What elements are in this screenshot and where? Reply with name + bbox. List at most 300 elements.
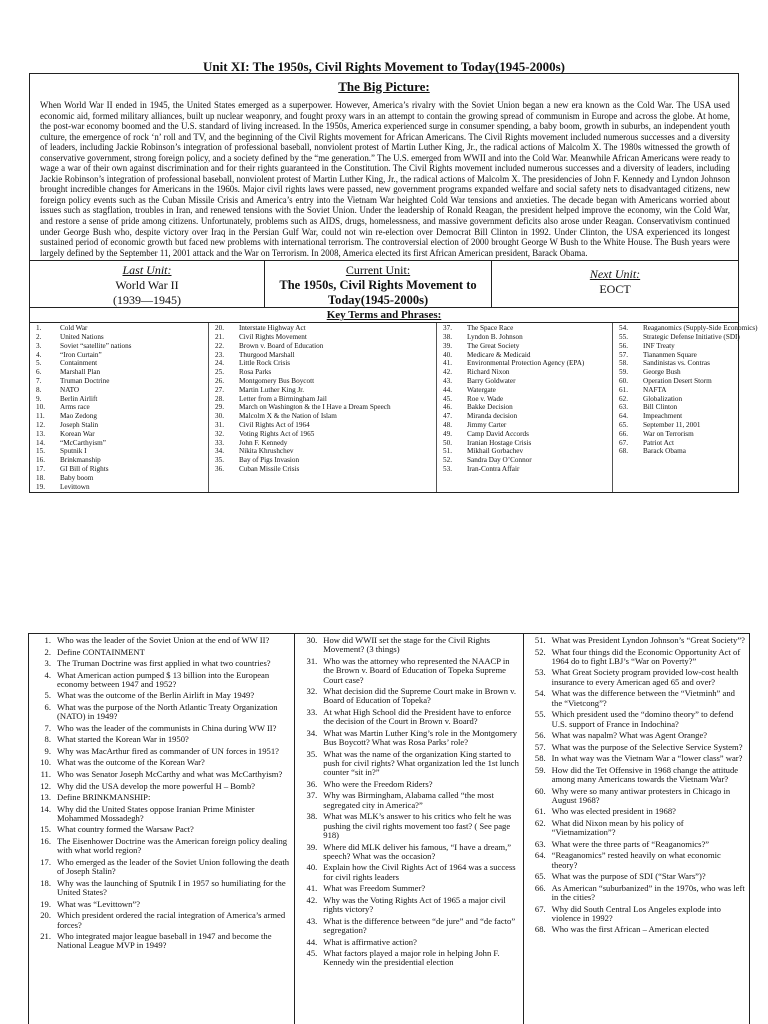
big-picture-text: When World War II ended in 1945, the United States emerged as a superpower. However, America’s rivalry with the Soviet Union began a new era known as the Cold War. The USA used economic aid, formed military alliances, built up nuclear weaponry, and fought proxy wars in an attempt to contain the growing spread of communism in Europe and across the globe. At home, the post-war economy boomed and the U.S. standard of living increased. In the 1950s, America experienced surge in consumer spending, a baby boom, growth in suburbs, an independent youth culture, the emergence of rock ‘n’ roll and TV, and the beginning of the Civil Rights movement for African Americans. The Civil Rights movement included numerous successes and a diversity of leaders, including Jackie Robinson’s integration of professional baseball, nonviolent protest of Martin Luther King, Jr., the radical actions of Malcolm X. The 1980s witnessed the growth of conservative government, strong foreign policy, and a society defined by the “me generation.” The U.S. emerged from WWII and into the Cold War. Meanwhile African Americans were ready to wage a war of their own against discrimination and for their rights guaranteed in the Constitution. The Civil Rights movement included numerous successes and a diversity of leaders, including Jackie Robinson’s integration of professional baseball, nonviolent protest of Martin Luther King, Jr., the radical actions of Malcolm X. The presidencies of John F. Kennedy and Lyndon Johnson brought incredible changes for Americans in the 1960s. Major civil rights laws were passed, new government programs expanded welfare and social safety nets to disadvantaged citizens, new foreign policy events such as the Cuban Missile Crisis and America’s entry into the Vietnam War heighted Cold War tensions and anxieties. The decade began with Americans worried about issues such as stagflation, troubles in Iran, and renewed tensions with the Soviet Union. Under the leadership of Ronald Reagan, the president helped improve the economy, win the Cold War, and restore a sense of pride among citizens. Unfortunately, problems such as AIDS, drugs, homelessness, and massive government deficits also arose under Reagan. Conservativism continued under George Bush who, despite victory over Iraq in the Persian Gulf War, could not win re-election over Democrat Bill Clinton in 1992. Under Clinton, the USA experienced its longest sustained period of economic growth but faced new problems with international terrorism. The controversial election of 2000 brought George W Bush to the White House. The Bush years were largely defined by the September 11, 2001 attack and the War on Terrorism. In 2008, America elected its first African American president, Barack Obama. bbox=[40, 100, 730, 258]
key-term-number: 10. bbox=[36, 403, 45, 412]
key-term-text: Arms race bbox=[60, 403, 90, 412]
question-number: 55. bbox=[534, 709, 546, 720]
key-term-text: Bay of Pigs Invasion bbox=[239, 456, 300, 465]
key-terms-column bbox=[208, 323, 436, 492]
key-term-number: 27. bbox=[215, 385, 224, 394]
questions-column bbox=[294, 634, 522, 1024]
question-item bbox=[528, 819, 746, 838]
key-term-text: Jimmy Carter bbox=[467, 420, 507, 429]
question-text: Who was the leader of the Soviet Union at the end of WW II? bbox=[57, 635, 270, 645]
question-item bbox=[33, 703, 291, 722]
question-number: 31. bbox=[306, 655, 318, 666]
key-term-number: 5. bbox=[36, 359, 42, 368]
question-text: What was the difference between the “Vietminh” and the “Vietcong”? bbox=[551, 688, 735, 708]
question-number: 4. bbox=[44, 669, 51, 680]
key-term-text: NATO bbox=[60, 385, 80, 394]
question-number: 18. bbox=[40, 877, 51, 888]
key-term-item bbox=[215, 386, 433, 395]
key-term-item bbox=[215, 324, 433, 333]
question-text: What was the outcome of the Korean War? bbox=[57, 757, 205, 768]
key-term-item bbox=[215, 333, 433, 342]
key-term-item bbox=[36, 430, 205, 439]
question-number: 33. bbox=[306, 706, 318, 717]
big-picture-title: The Big Picture: bbox=[338, 79, 430, 94]
question-item bbox=[299, 780, 519, 789]
key-term-number: 36. bbox=[215, 464, 224, 473]
key-term-item bbox=[36, 342, 205, 351]
key-term-number: 13. bbox=[36, 429, 45, 438]
question-number: 62. bbox=[534, 817, 546, 828]
question-number: 35. bbox=[306, 748, 318, 759]
question-text: In what way was the Vietnam War a “lower class” war? bbox=[551, 753, 743, 764]
question-item bbox=[299, 791, 519, 810]
key-term-number: 6. bbox=[36, 368, 42, 377]
key-term-text: September 11, 2001 bbox=[643, 420, 701, 429]
key-term-item bbox=[443, 430, 609, 439]
question-text: Who was the attorney who represented the NAACP in the Brown v. Board of Education of Topeka Supreme Court case? bbox=[323, 655, 510, 685]
question-number: 68. bbox=[534, 924, 546, 935]
key-term-text: Voting Rights Act of 1965 bbox=[239, 429, 315, 438]
question-text: “Reaganomics” rested heavily on what economic theory? bbox=[551, 850, 721, 870]
question-text: What did Nixon mean by his policy of “Vietnamization”? bbox=[551, 817, 684, 838]
question-number: 52. bbox=[534, 646, 546, 657]
key-term-item bbox=[36, 403, 205, 412]
key-term-text: Truman Doctrine bbox=[60, 376, 110, 385]
key-term-number: 50. bbox=[443, 438, 452, 447]
questions-table bbox=[28, 633, 750, 1024]
question-item bbox=[528, 710, 746, 729]
key-term-text: Globalization bbox=[643, 394, 683, 403]
key-term-text: War on Terrorism bbox=[643, 429, 694, 438]
question-text: What factors played a major role in helping John F. Kennedy win the presidential election bbox=[323, 948, 500, 968]
key-term-item bbox=[619, 377, 735, 386]
question-number: 9. bbox=[44, 745, 51, 756]
key-term-text: Civil Rights Movement bbox=[239, 333, 307, 341]
key-term-text: Marshall Plan bbox=[60, 368, 101, 377]
question-text: Which president ordered the racial integration of America’s armed forces? bbox=[57, 910, 286, 930]
key-term-item bbox=[215, 403, 433, 412]
key-term-text: Montgomery Bus Boycott bbox=[239, 376, 315, 385]
key-term-item bbox=[619, 412, 735, 421]
key-term-text: Barack Obama bbox=[643, 447, 686, 456]
question-text: What is the difference between “de jure” and “de facto” segregation? bbox=[323, 915, 516, 936]
key-term-number: 43. bbox=[443, 376, 452, 385]
question-item bbox=[528, 636, 746, 645]
key-term-number: 18. bbox=[36, 473, 45, 482]
key-term-number: 26. bbox=[215, 376, 224, 385]
question-number: 8. bbox=[44, 734, 51, 745]
question-item bbox=[528, 668, 746, 687]
question-item bbox=[299, 708, 519, 727]
key-term-text: Iranian Hostage Crisis bbox=[467, 438, 532, 447]
key-term-text: Mao Zedong bbox=[60, 412, 97, 421]
key-term-number: 42. bbox=[443, 368, 452, 377]
key-term-number: 37. bbox=[443, 324, 452, 333]
question-item bbox=[299, 636, 519, 655]
key-term-number: 33. bbox=[215, 438, 224, 447]
key-term-item bbox=[443, 324, 609, 333]
key-term-text: Brinkmanship bbox=[60, 456, 101, 465]
key-term-number: 19. bbox=[36, 482, 45, 491]
question-item bbox=[528, 884, 746, 903]
question-item bbox=[299, 843, 519, 862]
question-number: 43. bbox=[306, 915, 318, 926]
question-item bbox=[528, 905, 746, 924]
question-text: Define BRINKMANSHIP: bbox=[57, 792, 151, 803]
key-term-number: 16. bbox=[36, 456, 45, 465]
key-term-text: Containment bbox=[60, 359, 98, 368]
question-text: Who was Senator Joseph McCarthy and what was McCarthyism? bbox=[57, 769, 283, 779]
key-term-item bbox=[619, 368, 735, 377]
key-term-item bbox=[36, 465, 205, 474]
question-number: 57. bbox=[534, 741, 546, 752]
question-number: 6. bbox=[44, 702, 51, 712]
key-term-item bbox=[443, 447, 609, 456]
question-text: What decision did the Supreme Court make in Brown v. Board of Education of Topeka? bbox=[323, 686, 517, 706]
question-text: What was the purpose of the North Atlantic Treaty Organization (NATO) in 1949? bbox=[57, 702, 278, 722]
key-term-item bbox=[443, 465, 609, 474]
key-term-text: Roe v. Wade bbox=[467, 394, 504, 403]
key-term-number: 30. bbox=[215, 412, 224, 421]
question-number: 40. bbox=[306, 862, 318, 873]
key-term-number: 64. bbox=[619, 412, 628, 421]
question-text: What American action pumped $ 13 billion into the European economy between 1947 and 1952? bbox=[57, 669, 270, 689]
question-item bbox=[528, 743, 746, 752]
key-term-number: 28. bbox=[215, 394, 224, 403]
key-term-text: George Bush bbox=[643, 368, 681, 377]
key-term-number: 25. bbox=[215, 368, 224, 377]
question-text: Who emerged as the leader of the Soviet Union following the death of Joseph Stalin? bbox=[57, 856, 290, 877]
key-term-text: GI Bill of Rights bbox=[60, 464, 109, 473]
question-number: 60. bbox=[534, 785, 546, 796]
key-term-item bbox=[36, 386, 205, 395]
key-term-text: Barry Goldwater bbox=[467, 376, 516, 385]
key-term-number: 59. bbox=[619, 368, 628, 377]
key-term-item bbox=[215, 351, 433, 360]
key-term-number: 9. bbox=[36, 394, 42, 403]
key-term-item bbox=[619, 395, 735, 404]
question-text: What was President Lyndon Johnson’s “Great Society”? bbox=[551, 635, 745, 645]
question-text: What was “Levittown”? bbox=[57, 898, 141, 909]
key-term-item bbox=[619, 447, 735, 456]
next-unit-label: Next Unit: bbox=[589, 267, 641, 282]
question-number: 13. bbox=[40, 792, 51, 803]
question-text: Why did the United States oppose Iranian Prime Minister Mohammed Mossadegh? bbox=[57, 803, 255, 823]
key-terms-grid bbox=[30, 322, 758, 492]
key-term-text: Patriot Act bbox=[643, 438, 674, 447]
key-term-item bbox=[443, 412, 609, 421]
key-term-number: 22. bbox=[215, 341, 224, 350]
question-number: 56. bbox=[534, 730, 546, 741]
question-text: Define CONTAINMENT bbox=[57, 646, 145, 657]
question-number: 51. bbox=[534, 635, 546, 645]
question-text: What started the Korean War in 1950? bbox=[57, 734, 189, 745]
key-term-item bbox=[215, 421, 433, 430]
question-number: 53. bbox=[534, 667, 546, 678]
question-text: Why was the Voting Rights Act of 1965 a major civil rights victory? bbox=[323, 894, 506, 915]
key-term-text: Letter from a Birmingham Jail bbox=[239, 394, 327, 403]
key-term-number: 48. bbox=[443, 420, 452, 429]
key-term-number: 63. bbox=[619, 403, 628, 412]
question-number: 38. bbox=[306, 811, 318, 822]
question-text: Explain how the Civil Rights Act of 1964 was a success for civil rights leaders bbox=[323, 862, 516, 882]
question-text: Which president used the “domino theory” to defend U.S. support of France in Indochina? bbox=[551, 709, 734, 729]
key-term-text: Operation Desert Storm bbox=[643, 376, 712, 385]
key-term-text: The Space Race bbox=[467, 324, 514, 333]
key-term-number: 31. bbox=[215, 420, 224, 429]
key-term-item bbox=[36, 474, 205, 483]
key-term-text: Nikita Khrushchev bbox=[239, 447, 294, 456]
question-item bbox=[528, 787, 746, 806]
question-number: 1. bbox=[44, 635, 51, 645]
key-term-number: 2. bbox=[36, 333, 42, 341]
question-item bbox=[528, 648, 746, 667]
question-text: Why did the USA develop the more powerful H – Bomb? bbox=[57, 780, 256, 791]
question-text: Who was the first African – American elected bbox=[551, 924, 709, 935]
key-term-item bbox=[36, 447, 205, 456]
question-number: 36. bbox=[306, 778, 318, 789]
key-term-item bbox=[36, 439, 205, 448]
key-term-item bbox=[443, 333, 609, 342]
question-item bbox=[33, 636, 291, 645]
key-term-item bbox=[619, 351, 735, 360]
key-term-text: Mikhail Gorbachev bbox=[467, 447, 524, 456]
current-unit-cell bbox=[265, 261, 492, 307]
question-text: What four things did the Economic Opportunity Act of 1964 do to fight LBJ’s “War on Poverty?” bbox=[551, 646, 741, 666]
key-term-text: Rosa Parks bbox=[239, 368, 272, 377]
question-text: Who was elected president in 1968? bbox=[551, 806, 676, 817]
key-term-number: 46. bbox=[443, 403, 452, 412]
key-term-number: 67. bbox=[619, 438, 628, 447]
question-text: What was the purpose of the Selective Service System? bbox=[551, 741, 743, 752]
last-unit-dates: (1939—1945) bbox=[113, 293, 181, 308]
question-number: 12. bbox=[40, 780, 51, 791]
question-number: 34. bbox=[306, 727, 318, 738]
question-text: Why was MacArthur fired as commander of UN forces in 1951? bbox=[57, 745, 279, 756]
key-term-item bbox=[215, 377, 433, 386]
key-term-item bbox=[36, 377, 205, 386]
question-number: 59. bbox=[534, 764, 546, 775]
key-term-text: Soviet “satellite” nations bbox=[60, 341, 132, 350]
key-term-text: Korean War bbox=[60, 429, 95, 438]
question-number: 45. bbox=[306, 948, 318, 959]
key-term-item bbox=[36, 483, 205, 492]
question-text: What was Freedom Summer? bbox=[323, 883, 426, 894]
key-term-number: 29. bbox=[215, 403, 224, 412]
key-term-number: 15. bbox=[36, 447, 45, 456]
question-text: What were the three parts of “Reaganomics?” bbox=[551, 838, 710, 849]
key-term-text: Thurgood Marshall bbox=[239, 350, 295, 359]
key-term-number: 54. bbox=[619, 324, 628, 333]
question-item bbox=[33, 659, 291, 668]
question-item bbox=[33, 758, 291, 767]
question-text: Why was the launching of Sputnik I in 1957 so humiliating for the United States? bbox=[57, 877, 286, 898]
key-term-number: 35. bbox=[215, 456, 224, 465]
key-term-text: Berlin Airlift bbox=[60, 394, 98, 403]
key-term-item bbox=[443, 368, 609, 377]
key-term-item bbox=[36, 333, 205, 342]
question-item bbox=[33, 735, 291, 744]
key-term-text: Iran-Contra Affair bbox=[467, 464, 520, 473]
key-term-text: United Nations bbox=[60, 333, 104, 341]
key-term-item bbox=[619, 342, 735, 351]
key-term-item bbox=[619, 439, 735, 448]
question-item bbox=[33, 879, 291, 898]
current-unit-name: The 1950s, Civil Rights Movement to Today(1945-2000s) bbox=[279, 278, 477, 308]
question-number: 32. bbox=[306, 686, 318, 697]
key-term-item bbox=[36, 421, 205, 430]
question-text: What was the purpose of SDI (“Star Wars”)? bbox=[551, 871, 706, 882]
question-number: 19. bbox=[40, 898, 51, 909]
key-terms-column bbox=[436, 323, 612, 492]
question-item bbox=[33, 691, 291, 700]
key-term-number: 14. bbox=[36, 438, 45, 447]
key-term-item bbox=[443, 386, 609, 395]
key-term-number: 58. bbox=[619, 359, 628, 368]
key-term-number: 52. bbox=[443, 456, 452, 465]
question-item bbox=[33, 782, 291, 791]
key-term-item bbox=[619, 359, 735, 368]
question-number: 67. bbox=[534, 903, 546, 914]
key-term-item bbox=[215, 439, 433, 448]
key-term-number: 49. bbox=[443, 429, 452, 438]
question-text: What was MLK’s answer to his critics who felt he was pushing the civil rights movement too fast? ( See page 918) bbox=[323, 811, 512, 841]
question-text: What country formed the Warsaw Pact? bbox=[57, 824, 194, 835]
key-term-text: Interstate Highway Act bbox=[239, 324, 306, 333]
questions-column bbox=[523, 634, 749, 1024]
question-number: 10. bbox=[40, 757, 51, 768]
question-item bbox=[33, 724, 291, 733]
question-number: 66. bbox=[534, 882, 546, 893]
key-term-text: John F. Kennedy bbox=[239, 438, 288, 447]
key-term-item bbox=[36, 359, 205, 368]
unit-navigation-row bbox=[30, 260, 738, 307]
question-number: 16. bbox=[40, 836, 51, 846]
key-term-number: 41. bbox=[443, 359, 452, 368]
question-item bbox=[299, 687, 519, 706]
key-term-number: 7. bbox=[36, 376, 42, 385]
question-item bbox=[33, 837, 291, 856]
question-item bbox=[33, 900, 291, 909]
question-number: 11. bbox=[40, 769, 51, 779]
key-term-text: Reaganomics (Supply-Side Economics) bbox=[643, 324, 758, 333]
key-term-item bbox=[215, 430, 433, 439]
question-number: 44. bbox=[306, 936, 318, 947]
key-term-text: Bakke Decision bbox=[467, 403, 513, 412]
key-term-text: Tiananmen Square bbox=[643, 350, 697, 359]
question-text: Who integrated major league baseball in 1947 and become the National League MVP in 1949? bbox=[57, 931, 272, 951]
key-term-number: 62. bbox=[619, 394, 628, 403]
question-item bbox=[299, 917, 519, 936]
key-term-text: “Iron Curtain” bbox=[60, 350, 102, 359]
key-term-text: Miranda decision bbox=[467, 412, 518, 421]
question-text: What Great Society program provided low-cost health insurance to every American aged 65 and over? bbox=[551, 667, 739, 687]
question-item bbox=[299, 938, 519, 947]
question-number: 64. bbox=[534, 850, 546, 861]
key-term-item bbox=[619, 386, 735, 395]
key-term-item bbox=[215, 412, 433, 421]
key-term-number: 21. bbox=[215, 333, 224, 341]
key-term-text: Camp David Accords bbox=[467, 429, 529, 438]
question-item bbox=[33, 825, 291, 834]
question-item bbox=[33, 793, 291, 802]
question-text: Who were the Freedom Riders? bbox=[323, 778, 433, 789]
key-term-item bbox=[36, 324, 205, 333]
key-term-number: 8. bbox=[36, 385, 42, 394]
key-term-item bbox=[619, 421, 735, 430]
question-item bbox=[299, 863, 519, 882]
question-number: 58. bbox=[534, 753, 546, 764]
key-term-text: Bill Clinton bbox=[643, 403, 678, 412]
question-text: What was napalm? What was Agent Orange? bbox=[551, 730, 708, 741]
key-term-item bbox=[443, 439, 609, 448]
question-item bbox=[33, 911, 291, 930]
overview-box bbox=[29, 73, 758, 493]
key-term-item bbox=[36, 351, 205, 360]
key-term-number: 61. bbox=[619, 385, 628, 394]
question-text: The Eisenhower Doctrine was the American foreign policy dealing with what world region? bbox=[57, 836, 288, 856]
key-terms-title: Key Terms and Phrases: bbox=[30, 307, 738, 322]
key-term-number: 11. bbox=[36, 412, 45, 421]
key-term-text: Sputnik I bbox=[60, 447, 87, 456]
question-item bbox=[33, 648, 291, 657]
question-item bbox=[299, 750, 519, 778]
key-terms-column bbox=[612, 323, 758, 492]
question-text: As American “suburbanized” in the 1970s, who was left in the cities? bbox=[551, 882, 745, 903]
question-text: What was Martin Luther King’s role in the Montgomery Bus Boycott? What was Rosa Parks’ role? bbox=[323, 727, 518, 748]
key-term-text: INF Treaty bbox=[643, 341, 675, 350]
question-text: Why did South Central Los Angeles explode into violence in 1992? bbox=[551, 903, 721, 923]
key-term-text: March on Washington & the I Have a Dream Speech bbox=[239, 403, 391, 412]
key-term-text: Cuban Missile Crisis bbox=[239, 464, 300, 473]
key-term-number: 44. bbox=[443, 385, 452, 394]
question-text: How did the Tet Offensive in 1968 change the attitude among many Americans towards the Vietnam War? bbox=[551, 764, 739, 784]
last-unit-name: World War II bbox=[115, 278, 179, 293]
question-number: 3. bbox=[44, 658, 51, 669]
key-term-number: 60. bbox=[619, 376, 628, 385]
question-text: What was the name of the organization King started to push for civil rights? What organization led the 1st lunch counter “sit in?” bbox=[323, 748, 519, 778]
question-item bbox=[33, 805, 291, 824]
question-item bbox=[33, 770, 291, 779]
question-number: 61. bbox=[534, 806, 546, 817]
key-term-item bbox=[619, 324, 758, 333]
question-item bbox=[528, 807, 746, 816]
key-term-text: Medicare & Medicaid bbox=[467, 350, 531, 359]
key-term-number: 32. bbox=[215, 429, 224, 438]
key-term-number: 51. bbox=[443, 447, 452, 456]
question-number: 5. bbox=[44, 690, 51, 701]
question-item bbox=[528, 925, 746, 934]
question-item bbox=[33, 671, 291, 690]
key-term-number: 55. bbox=[619, 333, 628, 341]
question-number: 21. bbox=[40, 931, 51, 942]
last-unit-cell bbox=[30, 261, 265, 307]
question-number: 15. bbox=[40, 824, 51, 835]
key-term-number: 68. bbox=[619, 447, 628, 456]
key-term-item bbox=[619, 403, 735, 412]
question-item bbox=[299, 729, 519, 748]
key-term-item bbox=[215, 342, 433, 351]
key-term-number: 3. bbox=[36, 341, 42, 350]
key-term-text: Richard Nixon bbox=[467, 368, 510, 377]
key-term-item bbox=[443, 456, 609, 465]
key-term-number: 4. bbox=[36, 350, 42, 359]
key-term-item bbox=[619, 333, 740, 342]
key-term-text: Levittown bbox=[60, 482, 90, 491]
question-text: The Truman Doctrine was first applied in what two countries? bbox=[57, 658, 271, 669]
key-term-item bbox=[443, 377, 609, 386]
question-number: 41. bbox=[306, 883, 318, 894]
